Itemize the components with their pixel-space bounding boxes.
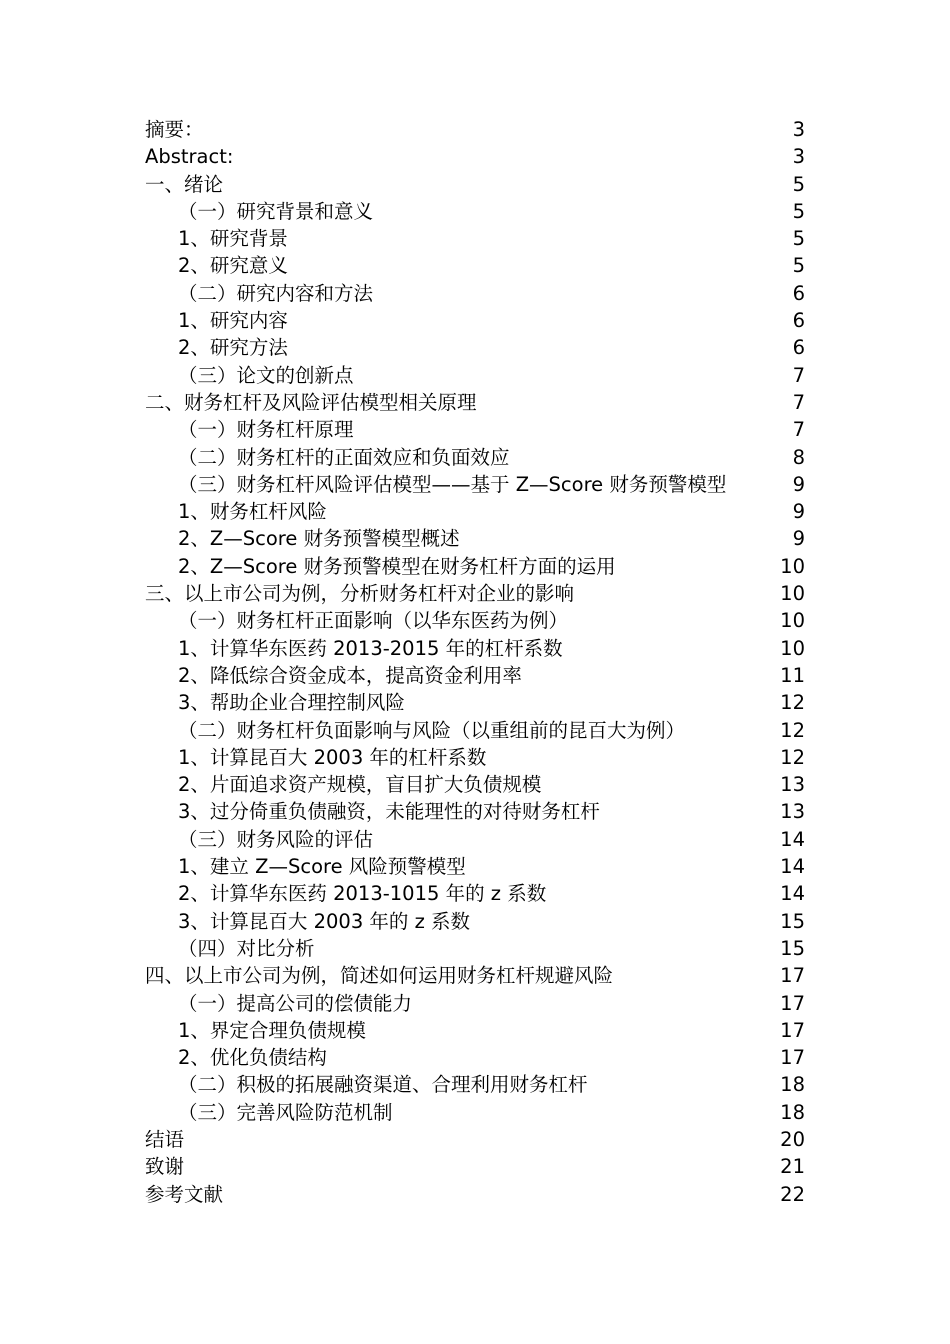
toc-entry-page-number: 20	[780, 1127, 805, 1151]
toc-entry[interactable]	[145, 798, 805, 825]
toc-entry-title: 摘要：	[145, 118, 204, 141]
toc-entry[interactable]	[145, 1071, 805, 1098]
toc-entry-title: 2、研究方法	[178, 336, 288, 360]
toc-entry-page-number: 3	[792, 118, 805, 141]
toc-entry-title: （三）论文的创新点	[178, 363, 354, 387]
toc-entry-title: （二）财务杠杆负面影响与风险（以重组前的昆百大为例）	[178, 718, 686, 742]
toc-entry[interactable]	[145, 471, 805, 498]
toc-entry-title: 2、Z—Score 财务预警模型在财务杠杆方面的运用	[178, 554, 616, 578]
toc-entry[interactable]	[145, 389, 805, 416]
toc-entry-page-number: 10	[780, 582, 805, 606]
toc-entry[interactable]	[145, 662, 805, 689]
toc-entry-page-number: 5	[792, 254, 805, 278]
toc-entry-page-number: 10	[780, 609, 805, 633]
toc-entry-page-number: 9	[792, 472, 805, 496]
toc-entry-title: 2、研究意义	[178, 254, 288, 278]
toc-entry[interactable]	[145, 498, 805, 525]
toc-entry[interactable]	[145, 444, 805, 471]
toc-entry-title: 1、财务杠杆风险	[178, 500, 327, 524]
toc-entry-page-number: 11	[780, 663, 805, 687]
toc-entry-title: （一）财务杠杆原理	[178, 418, 354, 442]
toc-entry-page-number: 17	[780, 991, 805, 1015]
toc-entry-page-number: 18	[780, 1100, 805, 1124]
toc-entry-page-number: 5	[792, 199, 805, 223]
toc-entry[interactable]	[145, 307, 805, 334]
toc-entry[interactable]	[145, 334, 805, 361]
toc-entry[interactable]	[145, 880, 805, 907]
toc-entry-title: 2、片面追求资产规模，盲目扩大负债规模	[178, 773, 542, 797]
toc-entry[interactable]	[145, 553, 805, 580]
toc-entry-title: 二、财务杠杆及风险评估模型相关原理	[145, 390, 477, 414]
toc-entry-title: 2、降低综合资金成本，提高资金利用率	[178, 663, 522, 687]
toc-entry[interactable]	[145, 1044, 805, 1071]
toc-entry[interactable]	[145, 580, 805, 607]
toc-entry[interactable]	[145, 990, 805, 1017]
toc-entry[interactable]	[145, 1181, 805, 1208]
toc-entry-title: Abstract:	[145, 145, 234, 169]
toc-entry-title: 3、计算昆百大 2003 年的 z 系数	[178, 909, 471, 933]
toc-entry-page-number: 6	[792, 281, 805, 305]
toc-entry-title: 1、研究内容	[178, 309, 288, 333]
table-of-contents	[145, 116, 805, 1208]
toc-entry-page-number: 13	[780, 773, 805, 797]
toc-entry-page-number: 10	[780, 636, 805, 660]
toc-entry-title: （二）研究内容和方法	[178, 281, 374, 305]
toc-entry[interactable]	[145, 171, 805, 198]
toc-entry-title: 参考文献	[145, 1182, 224, 1206]
toc-entry-title: 3、过分倚重负债融资，未能理性的对待财务杠杆	[178, 800, 600, 824]
toc-entry-page-number: 12	[780, 691, 805, 715]
toc-entry-title: 2、优化负债结构	[178, 1046, 327, 1070]
toc-entry-page-number: 7	[792, 363, 805, 387]
toc-entry[interactable]	[145, 962, 805, 989]
toc-entry-title: 1、计算昆百大 2003 年的杠杆系数	[178, 745, 487, 769]
toc-entry-page-number: 18	[780, 1073, 805, 1097]
toc-entry[interactable]	[145, 1126, 805, 1153]
toc-entry[interactable]	[145, 252, 805, 279]
toc-entry-page-number: 17	[780, 964, 805, 988]
toc-entry-page-number: 3	[792, 145, 805, 169]
toc-entry-title: 四、以上市公司为例，简述如何运用财务杠杆规避风险	[145, 964, 614, 988]
toc-entry-title: （一）财务杠杆正面影响（以华东医药为例）	[178, 609, 569, 633]
toc-entry-page-number: 5	[792, 227, 805, 251]
toc-entry-page-number: 10	[780, 554, 805, 578]
toc-entry-page-number: 17	[780, 1046, 805, 1070]
toc-entry-page-number: 6	[792, 336, 805, 360]
toc-entry[interactable]	[145, 717, 805, 744]
toc-entry-title: 2、计算华东医药 2013-1015 年的 z 系数	[178, 882, 547, 906]
toc-entry-title: （二）财务杠杆的正面效应和负面效应	[178, 445, 510, 469]
toc-entry-page-number: 22	[780, 1182, 805, 1206]
toc-entry-page-number: 12	[780, 718, 805, 742]
toc-entry-title: （三）完善风险防范机制	[178, 1100, 393, 1124]
toc-entry-page-number: 14	[780, 855, 805, 879]
toc-entry-page-number: 13	[780, 800, 805, 824]
toc-entry[interactable]	[145, 280, 805, 307]
toc-entry[interactable]	[145, 635, 805, 662]
toc-entry[interactable]	[145, 744, 805, 771]
toc-entry-title: 3、帮助企业合理控制风险	[178, 691, 405, 715]
toc-entry-page-number: 6	[792, 309, 805, 333]
toc-entry-title: 1、界定合理负债规模	[178, 1018, 366, 1042]
toc-entry-page-number: 5	[792, 172, 805, 196]
toc-entry[interactable]	[145, 771, 805, 798]
toc-entry-page-number: 8	[792, 445, 805, 469]
toc-entry-title: （一）研究背景和意义	[178, 199, 374, 223]
toc-entry[interactable]	[145, 935, 805, 962]
toc-entry[interactable]	[145, 607, 805, 634]
toc-entry-title: 1、研究背景	[178, 227, 288, 251]
toc-entry-page-number: 9	[792, 500, 805, 524]
toc-entry-title: （三）财务杠杆风险评估模型——基于 Z—Score 财务预警模型	[178, 472, 727, 496]
toc-entry-page-number: 12	[780, 745, 805, 769]
toc-entry-title: （三）财务风险的评估	[178, 827, 374, 851]
toc-entry[interactable]	[145, 362, 805, 389]
toc-entry-page-number: 9	[792, 527, 805, 551]
toc-entry-title: 致谢	[145, 1155, 185, 1179]
toc-entry-title: （四）对比分析	[178, 936, 315, 960]
toc-entry-page-number: 14	[780, 827, 805, 851]
toc-entry[interactable]	[145, 1017, 805, 1044]
toc-entry-title: （二）积极的拓展融资渠道、合理利用财务杠杆	[178, 1073, 588, 1097]
toc-entry-title: 三、以上市公司为例，分析财务杠杆对企业的影响	[145, 582, 575, 606]
toc-entry[interactable]	[145, 689, 805, 716]
toc-entry[interactable]	[145, 1153, 805, 1180]
toc-entry[interactable]	[145, 116, 805, 143]
toc-entry[interactable]	[145, 525, 805, 552]
toc-entry-page-number: 7	[792, 390, 805, 414]
toc-entry[interactable]	[145, 826, 805, 853]
toc-entry-title: 2、Z—Score 财务预警模型概述	[178, 527, 460, 551]
toc-entry[interactable]	[145, 143, 805, 170]
toc-entry-title: 1、计算华东医药 2013-2015 年的杠杆系数	[178, 636, 563, 660]
toc-entry-title: （一）提高公司的偿债能力	[178, 991, 413, 1015]
toc-entry-page-number: 15	[780, 909, 805, 933]
toc-entry-title: 1、建立 Z—Score 风险预警模型	[178, 855, 466, 879]
toc-entry[interactable]	[145, 853, 805, 880]
toc-entry[interactable]	[145, 198, 805, 225]
toc-entry-page-number: 15	[780, 936, 805, 960]
toc-entry-page-number: 21	[780, 1155, 805, 1179]
toc-entry-title: 一、绪论	[145, 172, 224, 196]
toc-entry[interactable]	[145, 225, 805, 252]
toc-entry[interactable]	[145, 1099, 805, 1126]
toc-entry-page-number: 7	[792, 418, 805, 442]
toc-entry-title: 结语	[145, 1127, 185, 1151]
toc-entry[interactable]	[145, 908, 805, 935]
toc-entry-page-number: 14	[780, 882, 805, 906]
toc-entry[interactable]	[145, 416, 805, 443]
toc-entry-page-number: 17	[780, 1018, 805, 1042]
